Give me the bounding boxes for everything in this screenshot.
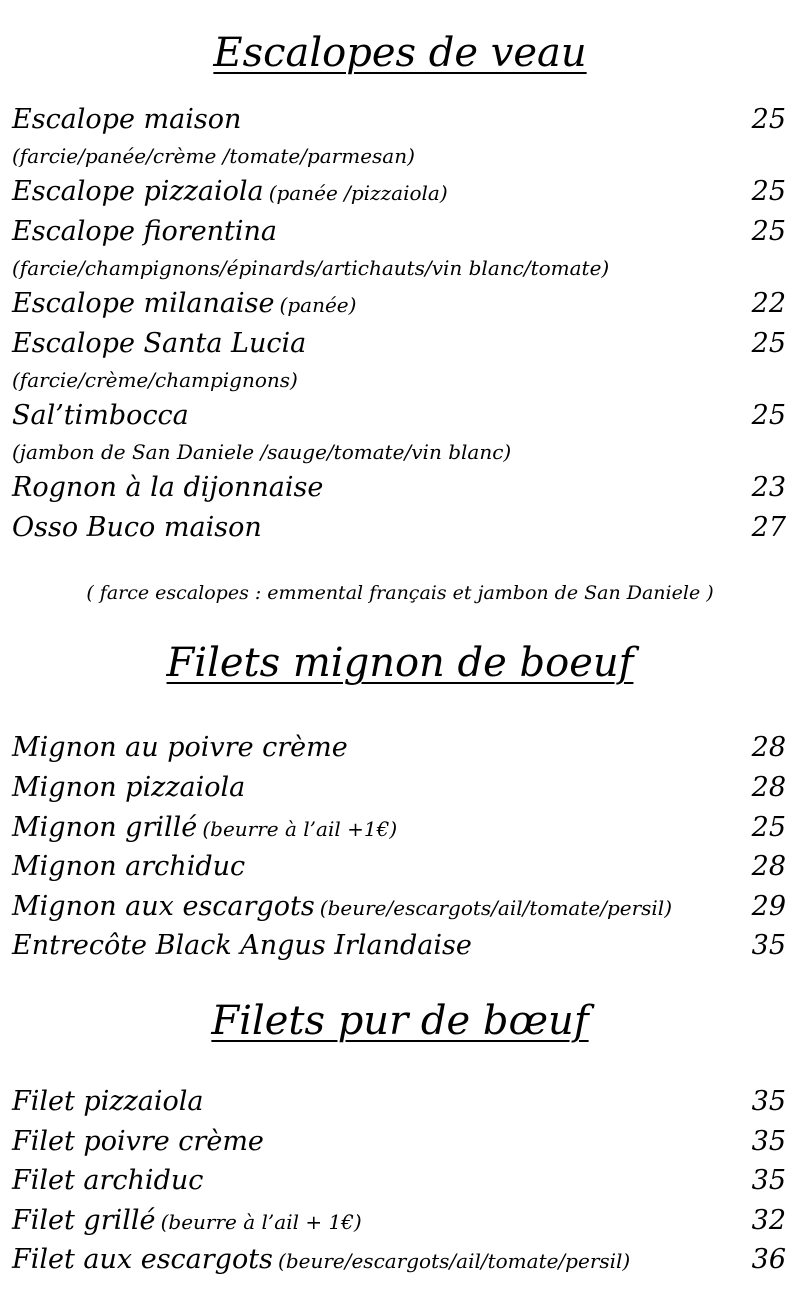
menu-item-escalope-maison <box>12 100 786 140</box>
menu-item-escalope-fiorentina <box>12 212 786 252</box>
menu-item-osso-buco <box>12 508 786 548</box>
menu-item-filet-escargots <box>12 1240 786 1280</box>
item-subtext: (panée) <box>279 293 357 317</box>
item-name: Filet grillé <box>12 1205 156 1236</box>
stuffing-note: ( farce escalopes : emmental français et jambon de San Daniele ) <box>86 582 714 604</box>
item-name: Mignon pizzaiola <box>12 772 246 803</box>
item-name: Escalope fiorentina <box>12 216 278 247</box>
item-subtext: (beurre à l’ail +1€) <box>202 817 398 841</box>
item-price: 25 <box>751 812 786 843</box>
menu-item-mignon-poivre <box>12 728 786 768</box>
item-price: 35 <box>751 1126 786 1157</box>
item-name: Mignon au poivre crème <box>12 732 348 763</box>
item-price: 25 <box>751 216 786 247</box>
menu-item-mignon-escargots <box>12 887 786 927</box>
menu-item-filet-pizzaiola <box>12 1082 786 1122</box>
item-name: Entrecôte Black Angus Irlandaise <box>12 930 472 961</box>
section-title-filets-pur: Filets pur de bœuf <box>211 998 589 1044</box>
item-price: 28 <box>751 772 786 803</box>
item-price: 29 <box>751 891 786 922</box>
item-name: Escalope milanaise <box>12 288 275 319</box>
item-price: 25 <box>751 176 786 207</box>
item-name: Filet aux escargots <box>12 1244 273 1275</box>
item-name: Osso Buco maison <box>12 512 262 543</box>
item-name: Filet archiduc <box>12 1165 204 1196</box>
item-name: Filet pizzaiola <box>12 1086 204 1117</box>
item-price: 23 <box>751 472 786 503</box>
menu-item-filet-poivre <box>12 1122 786 1162</box>
item-name: Mignon aux escargots <box>12 891 315 922</box>
item-price: 35 <box>751 1165 786 1196</box>
menu-item-rognon <box>12 468 786 508</box>
item-price: 28 <box>751 732 786 763</box>
item-subtext: (beure/escargots/ail/tomate/persil) <box>319 896 672 920</box>
menu-item-filet-archiduc <box>12 1161 786 1201</box>
item-name: Mignon grillé <box>12 812 198 843</box>
item-price: 22 <box>751 288 786 319</box>
menu-item-entrecote <box>12 926 786 966</box>
section-title-filets-mignon: Filets mignon de boeuf <box>166 640 634 686</box>
item-description: (farcie/crème/champignons) <box>12 368 298 392</box>
item-name: Escalope pizzaiola <box>12 176 264 207</box>
item-price: 36 <box>751 1244 786 1275</box>
item-price: 25 <box>751 104 786 135</box>
item-name: Rognon à la dijonnaise <box>12 472 324 503</box>
menu-item-escalope-milanaise <box>12 284 786 324</box>
item-subtext: (beurre à l’ail + 1€) <box>160 1210 362 1234</box>
item-name: Sal’timbocca <box>12 400 189 431</box>
menu-item-mignon-archiduc <box>12 847 786 887</box>
menu-item-saltimbocca <box>12 396 786 436</box>
item-name: Escalope Santa Lucia <box>12 328 307 359</box>
menu-item-escalope-santa-lucia <box>12 324 786 364</box>
item-price: 27 <box>751 512 786 543</box>
item-price: 25 <box>751 328 786 359</box>
menu-item-mignon-pizzaiola <box>12 768 786 808</box>
item-description: (farcie/panée/crème /tomate/parmesan) <box>12 144 415 168</box>
item-price: 28 <box>751 851 786 882</box>
menu-item-mignon-grille <box>12 808 786 848</box>
item-price: 35 <box>751 1086 786 1117</box>
item-name: Escalope maison <box>12 104 242 135</box>
menu-item-filet-grille <box>12 1201 786 1241</box>
item-name: Filet poivre crème <box>12 1126 264 1157</box>
section-title-escalopes: Escalopes de veau <box>213 30 587 76</box>
menu-item-escalope-pizzaiola <box>12 172 786 212</box>
item-name: Mignon archiduc <box>12 851 246 882</box>
item-price: 32 <box>751 1205 786 1236</box>
item-subtext: (panée /pizzaiola) <box>268 181 448 205</box>
item-description: (farcie/champignons/épinards/artichauts/vin blanc/tomate) <box>12 256 610 280</box>
item-price: 25 <box>751 400 786 431</box>
item-subtext: (beure/escargots/ail/tomate/persil) <box>278 1249 631 1273</box>
item-description: (jambon de San Daniele /sauge/tomate/vin blanc) <box>12 440 512 464</box>
item-price: 35 <box>751 930 786 961</box>
